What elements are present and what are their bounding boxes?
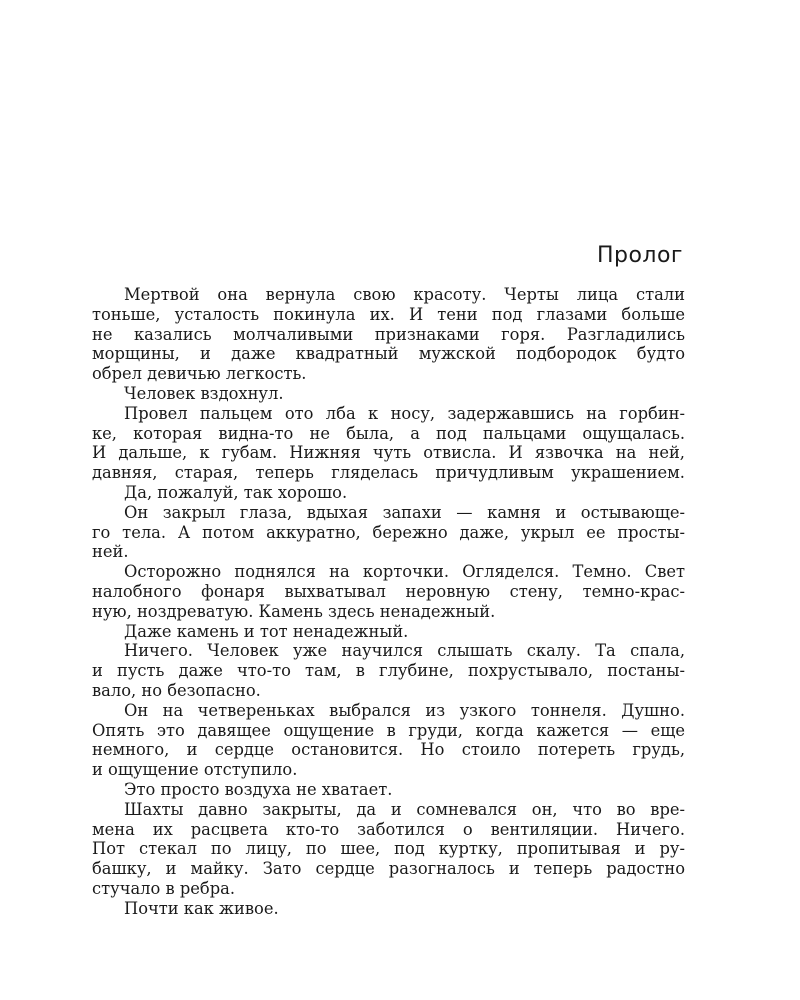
text-line: Это просто воздуха не хватает. xyxy=(124,779,393,799)
text-line: Даже камень и тот ненадежный. xyxy=(124,621,409,641)
paragraph xyxy=(92,780,685,800)
text-line: Ничего. Человек уже научился слышать скалу. Та спала, xyxy=(124,641,685,661)
text-line: стучало в ребра. xyxy=(92,878,236,898)
text-line: ную, ноздреватую. Камень здесь ненадежный. xyxy=(92,601,496,621)
text-line: Он закрыл глаза, вдыхая запахи — камня и остывающе- xyxy=(124,502,685,522)
text-line: ке, которая видна-то не была, а под пальцами ощущалась. xyxy=(92,423,685,443)
text-line: Пот стекал по лицу, по шее, под куртку, пропитывая и ру- xyxy=(92,839,685,859)
prologue-text xyxy=(92,285,685,919)
paragraph xyxy=(92,622,685,642)
text-line: налобного фонаря выхватывал неровную стену, темно-крас- xyxy=(92,581,685,601)
text-line: вало, но безопасно. xyxy=(92,680,261,700)
text-line: немного, и сердце остановится. Но стоило потереть грудь, xyxy=(92,740,685,760)
paragraph xyxy=(92,800,685,899)
text-line: Почти как живое. xyxy=(124,898,279,918)
text-line: не казались молчаливыми признаками горя. Разгладились xyxy=(92,324,685,344)
paragraph xyxy=(92,641,685,700)
text-line: Он на четвереньках выбрался из узкого тоннеля. Душно. xyxy=(124,700,685,720)
text-line: и пусть даже что-то там, в глубине, похрустывало, постаны- xyxy=(92,661,685,681)
paragraph xyxy=(92,483,685,503)
text-line: ней. xyxy=(92,542,129,562)
text-line: го тела. А потом аккуратно, бережно даже, укрыл ее просты- xyxy=(92,522,685,542)
text-line: Мертвой она вернула свою красоту. Черты лица стали xyxy=(124,285,685,304)
text-line: Осторожно поднялся на корточки. Огляделся. Темно. Свет xyxy=(124,562,685,582)
text-line: Шахты давно закрыты, да и сомневался он, что во вре- xyxy=(124,799,685,819)
text-line: мена их расцвета кто-то заботился о вентиляции. Ничего. xyxy=(92,819,685,839)
text-line: башку, и майку. Зато сердце разогналось и теперь радостно xyxy=(92,859,685,879)
paragraph xyxy=(92,404,685,483)
text-line: И дальше, к губам. Нижняя чуть отвисла. И язвочка на ней, xyxy=(92,443,685,463)
text-line: Провел пальцем ото лба к носу, задержавшись на горбин- xyxy=(124,403,685,423)
text-line: Да, пожалуй, так хорошо. xyxy=(124,482,348,502)
text-line: Опять это давящее ощущение в груди, когда кажется — еще xyxy=(92,720,685,740)
text-line: тоньше, усталость покинула их. И тени под глазами больше xyxy=(92,304,685,324)
text-line: обрел девичью легкость. xyxy=(92,364,307,384)
paragraph xyxy=(92,285,685,384)
text-line: Человек вздохнул. xyxy=(124,383,284,403)
paragraph xyxy=(92,503,685,562)
text-line: давняя, старая, теперь гляделась причудливым украшением. xyxy=(92,463,685,483)
paragraph xyxy=(92,562,685,621)
text-line: морщины, и даже квадратный мужской подбородок будто xyxy=(92,344,685,364)
paragraph xyxy=(92,701,685,780)
paragraph xyxy=(92,384,685,404)
chapter-title: Пролог xyxy=(596,243,683,268)
text-line: и ощущение отступило. xyxy=(92,760,298,780)
paragraph xyxy=(92,899,685,919)
